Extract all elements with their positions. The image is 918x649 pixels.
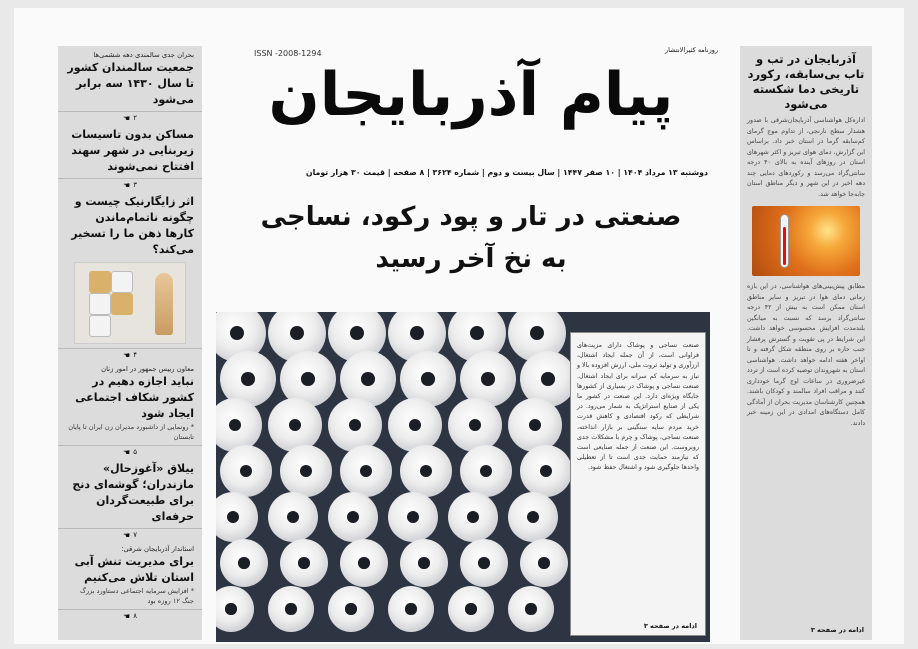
news-headline: اثر زایگارنیک چیست و چگونه ناتمام‌ماندن کارها ذهن ما را تسخیر می‌کند؟ [71,195,194,256]
thread-spool [508,398,562,452]
thread-spool [328,398,382,452]
page-ref [58,609,202,622]
page-number: ۷ [133,531,137,539]
pointer-icon: ☚ [123,350,131,360]
left-news-item-3[interactable] [66,194,194,344]
news-kicker: استاندار آذربایجان شرقی: [121,545,194,553]
news-subline: * افزایش سرمایه اجتماعی دستاورد بزرگ جنگ ۱۲ روزه بود [79,587,194,605]
heatwave-body-2: مطابق پیش‌بینی‌های هواشناسی، در این بازه زمانی دمای هوا در تبریز و سایر مناطق استان ممکن است به بیش از ۴۲ درجه سانتی‌گراد برسد که نسبت به میانگین بلندمدت افزایش محسوسی خواهد داشت. این شرایط در پی تقویت و گسترش پرفشار جنب حاره بر روی منطقه شکل گرفته و تا اواخر هفته ادامه خواهد داشت. هواشناسی استان به شهروندان توصیه کرده است از تردد غیرضروری در ساعات اوج گرما خودداری کنند و مراقب افراد سالمند و کودکان باشند. همچنین کارشناسان مدیریت بحران از آمادگی کامل دستگاه‌های امدادی در این زمینه خبر دادند. [747,283,865,427]
heatwave-headline[interactable]: آذربایجان در تب و تاب بی‌سابقه، رکورد تاریخی دما شکسته می‌شود [747,52,865,111]
pointer-icon: ☚ [123,611,131,621]
dateline: دوشنبه ۱۳ مرداد ۱۴۰۴ | ۱۰ صفر ۱۴۴۷ | سال بیست و دوم | شماره ۳۶۲۴ | ۸ صفحه | قیمت ۳۰ هزار تومان [305,168,708,177]
page-number: ۴ [133,351,137,359]
pointer-icon: ☚ [123,113,131,123]
thread-spool [460,539,508,587]
continued-link[interactable]: ادامه در صفحه ۳ [643,622,697,630]
thread-spool [328,586,374,632]
left-news-item-4[interactable] [66,364,194,442]
news-subline: * رونمایی از داشبورد مدیران زن ایران تا پایان تابستان [68,423,194,441]
thread-spool [508,586,554,632]
main-headline-line-1: صنعتی در تار و پود رکود، نساجی [260,202,682,232]
thread-spool [216,398,262,452]
thread-spool [448,492,498,542]
issn-number: ISSN -2008-1294 [254,49,322,58]
main-headline-line-2: به نخ آخر رسید [375,244,567,274]
page-number: ۳ [133,181,137,189]
newspaper-page [14,8,904,644]
thermometer-icon [780,214,789,268]
news-headline: نباید اجازه دهیم در کشور شکاف اجتماعی ایجاد شود [75,375,194,420]
thermometer-image [752,206,860,276]
pointer-icon: ☚ [123,447,131,457]
thread-spool [460,445,512,497]
left-news-item-5[interactable] [66,461,194,525]
thread-spool [508,492,558,542]
main-headline[interactable] [210,196,732,280]
page-ref [58,445,202,458]
puzzle-figure-image [74,262,186,344]
thread-spool [388,492,438,542]
page-ref [58,528,202,541]
wooden-figure [155,273,173,335]
thread-spool [268,492,318,542]
continued-link[interactable]: ادامه در صفحه ۳ [810,626,864,634]
thread-spool [448,398,502,452]
textile-spools-photo [216,312,710,642]
thread-spool [280,445,332,497]
thread-spool [216,586,254,632]
thread-spool [448,586,494,632]
thread-spool [520,539,568,587]
publisher-tagline: روزنامه کثیرالانتشار [664,46,718,54]
pointer-icon: ☚ [123,530,131,540]
news-kicker: معاون رییس جمهور در امور زنان [101,365,194,373]
left-news-item-6[interactable] [66,544,194,606]
page-ref [58,111,202,124]
thread-spool [400,445,452,497]
puzzle-piece [111,293,133,315]
thread-spool [216,492,258,542]
puzzle-piece [89,271,111,293]
news-kicker: بحران جدی سالمندی دهه ششمی‌ها [93,51,194,59]
news-headline: مساکن بدون تاسیسات زیربنایی در شهر سهند افتتاح نمی‌شوند [71,128,194,173]
puzzle-piece [111,271,133,293]
page-ref [58,178,202,191]
thread-spool [340,539,388,587]
thread-spool [400,539,448,587]
thread-spool [388,586,434,632]
left-news-column [58,46,202,640]
newspaper-title: پیام آذربایجان [268,60,674,130]
thread-spool [280,539,328,587]
right-news-column [740,46,872,640]
left-news-item-2[interactable] [66,127,194,175]
thread-spool [220,539,268,587]
pointer-icon: ☚ [123,180,131,190]
thread-spool [388,398,442,452]
page-number: ۸ [133,612,137,620]
puzzle-piece [89,293,111,315]
page-number: ۵ [133,448,137,456]
news-headline: جمعیت سالمندان کشور تا سال ۱۴۳۰ سه برابر می‌شود [67,61,194,106]
thread-spool [268,398,322,452]
puzzle-piece [89,315,111,337]
news-headline: ییلاق «آغوزحال» مازندران؛ گوشه‌ای دنج برای طبیعت‌گردان حرفه‌ای [72,462,194,523]
main-story-body: صنعت نساجی و پوشاک دارای مزیت‌های فراوانی است، از آن جمله ایجاد اشتغال، ارزآوری و تولید ثروت ملی، ارزش افزوده بالا و نیاز به سرمایه کم‌ سرانه برای ایجاد اشتغال. صنعت نساجی و پوشاک در بسیاری از کشورها جایگاه ویژه‌ای دارد. این صنعت در کشور ما یکی از صنایع استراتژیک به شمار می‌رود. در شرایطی که رکود اقتصادی و کاهش قدرت خرید مردم سایه سنگینی بر بازار انداخته، صنعت نساجی، پوشاک و چرم با مشکلات جدی روبروست. این صنعت از جمله صنایعی است که نیازمند حمایت جدی است تا از تعطیلی واحدها جلوگیری شود و اشتغال حفظ شود. [577,342,699,472]
thread-spool [328,492,378,542]
news-headline: برای مدیریت تنش آبی استان تلاش می‌کنیم [74,555,194,584]
thread-spool [520,445,572,497]
main-story-textbox[interactable] [570,332,706,636]
thread-spool [268,586,314,632]
left-news-item-1[interactable] [66,50,194,108]
heatwave-body-1: اداره‌کل هواشناسی آذربایجان‌شرقی با صدور هشدار سطح نارنجی، از تداوم موج گرمای کم‌سابقه گرما در استان خبر داد. براساس این گزارش، دمای هوای تبریز و اکثر شهرهای استان در روزهای آینده به بالای ۴۰ درجه سانتی‌گراد می‌رسد و رکوردهای دمایی چند دهه اخیر در این شهر و دیگر مناطق استان جابه‌جا خواهد شد. [747,117,865,198]
thread-spool [340,445,392,497]
page-ref [58,348,202,361]
thread-spool [220,445,272,497]
spool-rack [216,312,586,642]
page-number: ۲ [133,114,137,122]
